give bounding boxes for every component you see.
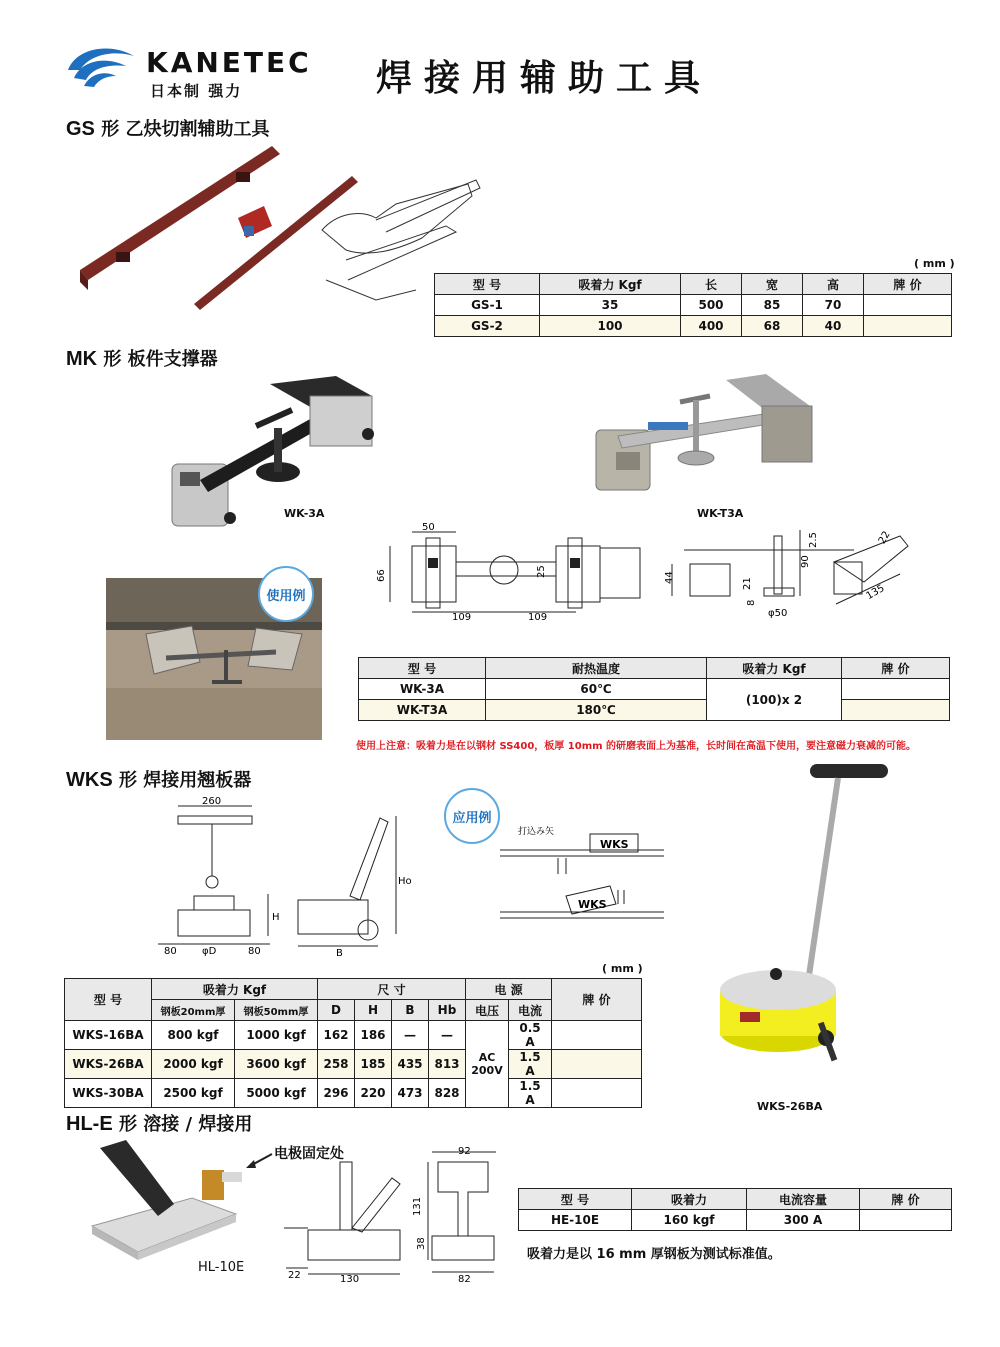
wks-section-title: [66, 766, 251, 792]
col-header: 牌 价: [842, 658, 950, 679]
gs-product-photo: [76, 140, 486, 320]
mk-spec-table: [358, 657, 950, 721]
wk3a-photo: [160, 368, 390, 540]
col-header: 尺 寸: [318, 979, 466, 1000]
dim-label: φ50: [768, 608, 788, 619]
wks-title-text: 形 焊接用翘板器: [118, 770, 252, 791]
col-header: 牌 价: [864, 274, 952, 295]
dim-label: 2.5: [808, 532, 819, 548]
gs-title-text: 形 乙炔切割辅助工具: [101, 119, 270, 140]
table-cell: 180℃: [486, 700, 707, 721]
table-cell: 70: [803, 295, 864, 316]
dim-label: 25: [536, 565, 547, 578]
table-header-row: [359, 658, 950, 679]
dim-label: 135: [864, 582, 887, 603]
col-header: 高: [803, 274, 864, 295]
wks-unit: ( mm ): [602, 962, 643, 975]
gs-unit: ( mm ): [914, 257, 955, 270]
dim-label: 92: [458, 1146, 471, 1157]
mk-usage-notice: 使用上注意：吸着力是在以钢材 SS400，板厚 10mm 的研磨表面上为基准，长时间在高温下使用，要注意磁力衰减的可能。: [356, 741, 917, 752]
table-row: [359, 679, 950, 700]
table-cell: GS-2: [435, 316, 540, 337]
dim-label: 8: [746, 599, 757, 606]
dim-label: B: [336, 948, 343, 959]
col-header: 吸着力 Kgf: [540, 274, 681, 295]
table-cell: [552, 1050, 642, 1079]
hl10e-caption: HL-10E: [198, 1260, 245, 1275]
wks-26ba-photo: [716, 760, 906, 1086]
col-header: 吸着力: [632, 1189, 747, 1210]
table-cell: 186: [355, 1021, 392, 1050]
col-subheader: B: [392, 1000, 429, 1021]
wkt3a-photo: [590, 370, 830, 500]
table-cell: [860, 1210, 952, 1231]
col-header: 耐热温度: [486, 658, 707, 679]
kanetec-logo-mark: [66, 44, 136, 92]
wks-application-diagram: [500, 820, 670, 932]
col-header: 型 号: [435, 274, 540, 295]
dim-label: 82: [458, 1274, 471, 1285]
brand-subtitle: 日本制 强力: [150, 82, 243, 100]
table-cell: WK-T3A: [359, 700, 486, 721]
dim-label: 22: [288, 1270, 301, 1281]
table-row: [65, 1050, 642, 1079]
table-cell: —: [392, 1021, 429, 1050]
table-cell: [864, 316, 952, 337]
table-header-row: [435, 274, 952, 295]
table-cell: HE-10E: [519, 1210, 632, 1231]
table-cell: 100: [540, 316, 681, 337]
dim-label: Ho: [398, 876, 412, 887]
diagram-label: WKS: [600, 838, 629, 851]
hle-code: HL-E: [66, 1113, 113, 1135]
wks-dimension-drawing: [150, 796, 412, 959]
hle-dimension-drawing: [282, 1148, 512, 1284]
table-header-row: [65, 979, 642, 1000]
dim-label: 66: [376, 569, 387, 582]
mk-dimension-drawing-side: [664, 522, 944, 622]
table-cell: 1.5 A: [509, 1050, 552, 1079]
table-cell: 220: [355, 1079, 392, 1108]
table-cell: 68: [742, 316, 803, 337]
wkt3a-caption: WK-T3A: [697, 507, 744, 520]
table-cell: 1.5 A: [509, 1079, 552, 1108]
dim-label: H: [272, 912, 280, 923]
voltage-cell: AC 200V: [466, 1021, 509, 1108]
callout-arrow-icon: [244, 1150, 274, 1170]
table-cell: 0.5 A: [509, 1021, 552, 1050]
dim-label: 44: [664, 571, 675, 584]
col-subheader: 钢板50mm厚: [235, 1000, 318, 1021]
table-cell: 185: [355, 1050, 392, 1079]
gs-code: GS: [66, 118, 95, 140]
table-cell: WKS-30BA: [65, 1079, 152, 1108]
table-cell: 296: [318, 1079, 355, 1108]
table-cell: 3600 kgf: [235, 1050, 318, 1079]
diagram-label: WKS: [578, 898, 607, 911]
electrode-callout: 电极固定处: [274, 1146, 344, 1162]
dim-label: 131: [412, 1196, 423, 1216]
table-cell: 85: [742, 295, 803, 316]
col-header: 电流容量: [747, 1189, 860, 1210]
dim-label: 109: [528, 612, 548, 623]
table-cell: 40: [803, 316, 864, 337]
dim-label: φD: [202, 946, 217, 957]
table-cell: [842, 679, 950, 700]
table-cell: WKS-16BA: [65, 1021, 152, 1050]
col-subheader: 电压: [466, 1000, 509, 1021]
table-cell: 300 A: [747, 1210, 860, 1231]
col-header: 吸着力 Kgf: [152, 979, 318, 1000]
col-header: 长: [681, 274, 742, 295]
gs-spec-table: [434, 273, 952, 337]
table-cell: 160 kgf: [632, 1210, 747, 1231]
table-cell: 258: [318, 1050, 355, 1079]
col-header: 型 号: [519, 1189, 632, 1210]
dim-label: 38: [416, 1237, 427, 1250]
page-title: 焊接用辅助工具: [376, 58, 713, 99]
dim-label: 130: [340, 1274, 360, 1285]
table-cell: [842, 700, 950, 721]
dim-label: 80: [248, 946, 261, 957]
table-cell: [864, 295, 952, 316]
col-subheader: Hb: [429, 1000, 466, 1021]
table-row: [435, 295, 952, 316]
diagram-label: 打込み矢: [518, 827, 555, 837]
dim-label: 260: [202, 796, 222, 807]
dim-label: 80: [164, 946, 177, 957]
col-subheader: 电流: [509, 1000, 552, 1021]
table-cell: 800 kgf: [152, 1021, 235, 1050]
mk-code: MK: [66, 348, 98, 370]
table-cell: 162: [318, 1021, 355, 1050]
col-header: 吸着力 Kgf: [707, 658, 842, 679]
table-cell: 5000 kgf: [235, 1079, 318, 1108]
table-row: [519, 1210, 952, 1231]
dim-label: 90: [800, 555, 811, 568]
table-cell: 813: [429, 1050, 466, 1079]
brand-name: KANETEC: [146, 46, 312, 79]
wks-26ba-caption: WKS-26BA: [757, 1100, 823, 1113]
mk-dimension-drawing-top: [370, 522, 650, 623]
table-cell: [552, 1021, 642, 1050]
hle-test-note: 吸着力是以 16 mm 厚钢板为测试标准值。: [527, 1247, 781, 1262]
col-subheader: 钢板20mm厚: [152, 1000, 235, 1021]
wks-spec-table: [64, 978, 642, 1108]
dim-label: 21: [742, 577, 753, 590]
col-header: 型 号: [65, 979, 152, 1021]
mk-title-text: 形 板件支撑器: [103, 349, 218, 370]
table-row: [435, 316, 952, 337]
hle-title-text: 形 溶接 / 焊接用: [118, 1114, 253, 1135]
table-row: [359, 700, 950, 721]
col-header: 宽: [742, 274, 803, 295]
gs-section-title: [66, 115, 269, 141]
dim-label: 50: [422, 522, 435, 533]
hle-spec-table: [518, 1188, 952, 1231]
table-cell: 2000 kgf: [152, 1050, 235, 1079]
table-cell: 500: [681, 295, 742, 316]
wks-code: WKS: [66, 769, 113, 791]
table-cell: 473: [392, 1079, 429, 1108]
table-cell: 2500 kgf: [152, 1079, 235, 1108]
table-cell: 60℃: [486, 679, 707, 700]
dim-label: 109: [452, 612, 472, 623]
application-example-badge: 应用例: [444, 788, 500, 844]
table-cell: 1000 kgf: [235, 1021, 318, 1050]
table-row: [65, 1021, 642, 1050]
wk3a-caption: WK-3A: [284, 507, 325, 520]
col-header: 牌 价: [552, 979, 642, 1021]
col-header: 牌 价: [860, 1189, 952, 1210]
col-header: 电 源: [466, 979, 552, 1000]
table-cell: GS-1: [435, 295, 540, 316]
table-cell: 400: [681, 316, 742, 337]
table-row: [65, 1079, 642, 1108]
col-subheader: H: [355, 1000, 392, 1021]
table-cell: 35: [540, 295, 681, 316]
col-header: 型 号: [359, 658, 486, 679]
usage-example-badge: 使用例: [258, 566, 314, 622]
table-cell: WKS-26BA: [65, 1050, 152, 1079]
table-cell: 435: [392, 1050, 429, 1079]
dim-label: 22: [876, 529, 893, 546]
table-cell: 828: [429, 1079, 466, 1108]
table-cell: (100)x 2: [707, 679, 842, 721]
table-cell: WK-3A: [359, 679, 486, 700]
table-cell: —: [429, 1021, 466, 1050]
table-cell: [552, 1079, 642, 1108]
table-header-row: [519, 1189, 952, 1210]
col-subheader: D: [318, 1000, 355, 1021]
